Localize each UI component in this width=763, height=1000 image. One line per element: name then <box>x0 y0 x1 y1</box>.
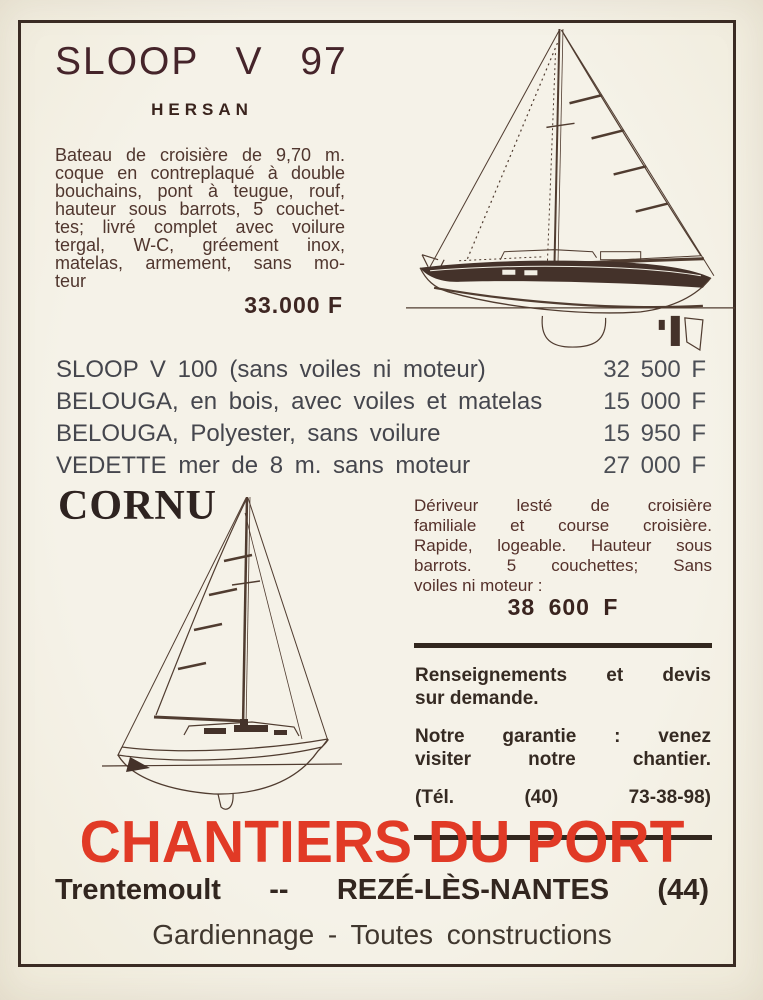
description-line: tes; livré complet avec voilure <box>55 217 345 237</box>
description-line: teur <box>55 271 87 291</box>
model-title: SLOOP V 97 <box>55 40 348 83</box>
cornu-description <box>414 496 712 596</box>
price-row-value: 32 500 F <box>603 356 706 383</box>
sloop-v97-sailboat-drawing-icon <box>404 23 737 352</box>
cornu-sailboat-drawing-icon <box>92 489 384 811</box>
info-line: Renseignements et devis <box>415 665 711 686</box>
description-line: voiles ni moteur : <box>414 575 543 595</box>
description-line: coque en contreplaqué à double <box>55 163 345 183</box>
price-row <box>56 356 706 388</box>
price-row <box>56 420 706 452</box>
description-line: Dériveur lesté de croisière <box>414 496 712 515</box>
price-row-label: BELOUGA, en bois, avec voiles et matelas <box>56 388 543 415</box>
cornu-title: CORNU <box>58 483 217 529</box>
description-line: familiale et course croisière. <box>414 515 712 535</box>
price-row <box>56 452 706 484</box>
description-line: hauteur sous barrots, 5 couchet- <box>55 199 345 219</box>
description-line: barrots. 5 couchettes; Sans <box>414 555 712 575</box>
description-line: Bateau de croisière de 9,70 m. <box>55 145 345 165</box>
brand-name: HERSAN <box>151 100 253 119</box>
company-location: Trentemoult -- REZÉ-LÈS-NANTES (44) <box>55 874 709 906</box>
price-row <box>56 388 706 420</box>
info-line: Notre garantie : venez <box>415 726 711 747</box>
price-row-value: 15 950 F <box>603 420 706 447</box>
phone-number: (Tél. (40) 73-38-98) <box>415 787 711 808</box>
description-line: bouchains, pont à teugue, rouf, <box>55 181 345 201</box>
price-row-value: 27 000 F <box>603 452 706 479</box>
info-line: visiter notre chantier. <box>415 748 711 770</box>
price-row-label: VEDETTE mer de 8 m. sans moteur <box>56 452 471 479</box>
info-line: sur demande. <box>415 687 539 709</box>
price-row-value: 15 000 F <box>603 388 706 415</box>
description-line: Rapide, logeable. Hauteur sous <box>414 535 712 555</box>
cornu-price: 38 600 F <box>507 594 619 620</box>
company-name: CHANTIERS DU PORT <box>79 809 685 876</box>
description-line: tergal, W-C, gréement inox, <box>55 235 345 255</box>
price-list <box>56 356 706 484</box>
model-description <box>55 146 345 290</box>
model-price: 33.000 F <box>244 292 343 318</box>
price-row-label: SLOOP V 100 (sans voiles ni moteur) <box>56 356 486 383</box>
price-row-label: BELOUGA, Polyester, sans voilure <box>56 420 441 447</box>
company-services: Gardiennage - Toutes constructions <box>152 919 612 950</box>
description-line: matelas, armement, sans mo- <box>55 253 345 273</box>
